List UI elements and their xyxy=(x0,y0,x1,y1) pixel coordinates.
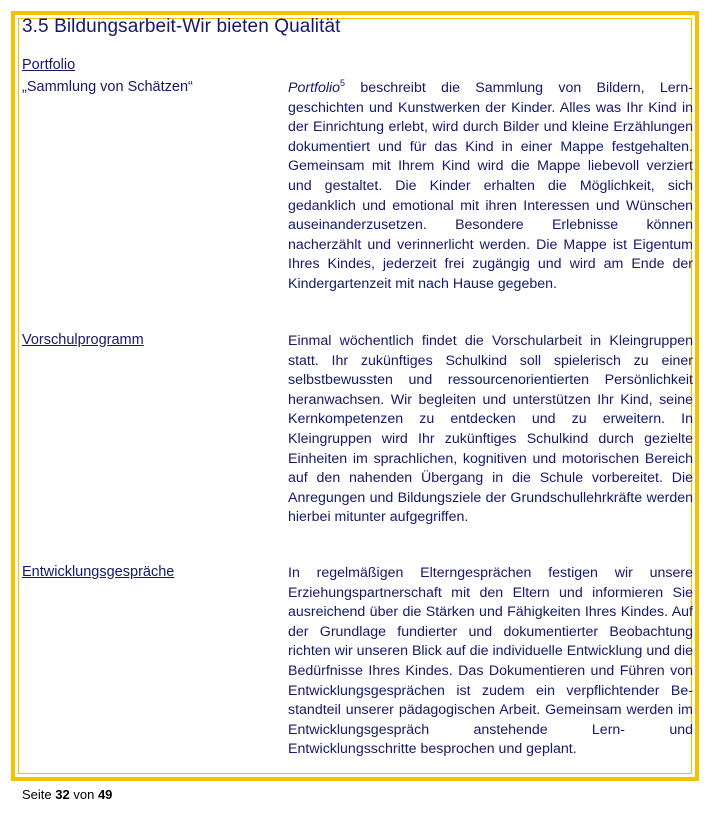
entwicklungsgespraeche-text: In regelmäßigen Elterngesprächen festigen wir unsere Erziehungspartnerschaft mit den Eltern und informieren Sie ausreichend über die Stärken und Fähigkeiten Ihres Kindes. Auf der Grundlage fundierter und dokumentierter Beobachtung richten wir unseren Blick auf die individuelle Entwicklung und die Bedürfnisse Ihres Kindes. Das Dokumentieren und Führen von Entwicklungsgesprächen ist zudem ein verpflichtender Bestandteil unserer pädagogischen Arbeit. Gemeinsam werden im Entwicklungsgespräch anstehende Lern- und Entwicklungsschritte besprochen und geplant. xyxy=(288,565,693,758)
portfolio-text: beschreibt die Sammlung von Bildern, Lerngeschichten und Kunstwerken der Kinder. Alles was Ihr Kind in der Einrichtung erlebt, wird durch Bilder und kleine Erzählungen dokumentiert und für das Kind in einer Mappe festgehalten. Gemeinsam mit Ihrem Kind wird die Mappe liebevoll verziert und gestaltet. Die Kinder erhalten die Möglichkeit, sich gedanklich und emotional mit ihren Interessen und Wünschen auseinanderzusetzen. Besondere Erlebnisse können nacherzählt und verinnerlicht werden. Die Mappe ist Eigentum Ihres Kindes, jederzeit frei zugängig und wird am Ende der Kindergartenzeit mit nach Hause gegeben. xyxy=(288,80,693,292)
section-title: 3.5 Bildungsarbeit-Wir bieten Qualität xyxy=(22,16,341,37)
vorschulprogramm-label: Vorschulprogramm xyxy=(22,332,144,348)
portfolio-label: Portfolio xyxy=(22,57,76,73)
page-prefix: Seite xyxy=(22,787,52,802)
page-total: 49 xyxy=(97,787,113,802)
portfolio-sublabel: „Sammlung von Schätzen“ xyxy=(22,79,193,95)
portfolio-term: Portfolio xyxy=(288,80,341,96)
portfolio-text-block xyxy=(288,79,693,295)
page-number xyxy=(22,787,112,802)
footnote-mark: 5 xyxy=(340,78,346,88)
vorschulprogramm-text: Einmal wöchentlich findet die Vorschularbeit in Kleingruppen statt. Ihr zukünftiges Schulkind soll spielerisch zu einer selbstbewussten und ressourcenorientierten Persönlichkeit heranwachsen. Wir begleiten und unterstützen Ihr Kind, seine Kernkompetenzen zu entdecken und zu erweitern. In Kleingruppen wird Ihr zukünftiges Schulkind durch gezielte Einheiten im sprachlichen, kognitiven und motorischen Bereich auf den nahenden Übergang in die Schule vorbereitet. Die Anregungen und Bildungsziele der Grundschullehrkräfte werden hierbei mitunter aufgegriffen. xyxy=(288,333,693,526)
page-separator: von xyxy=(73,787,95,802)
entwicklungsgespraeche-label: Entwicklungsgespräche xyxy=(22,564,175,580)
page-current: 32 xyxy=(55,787,70,802)
